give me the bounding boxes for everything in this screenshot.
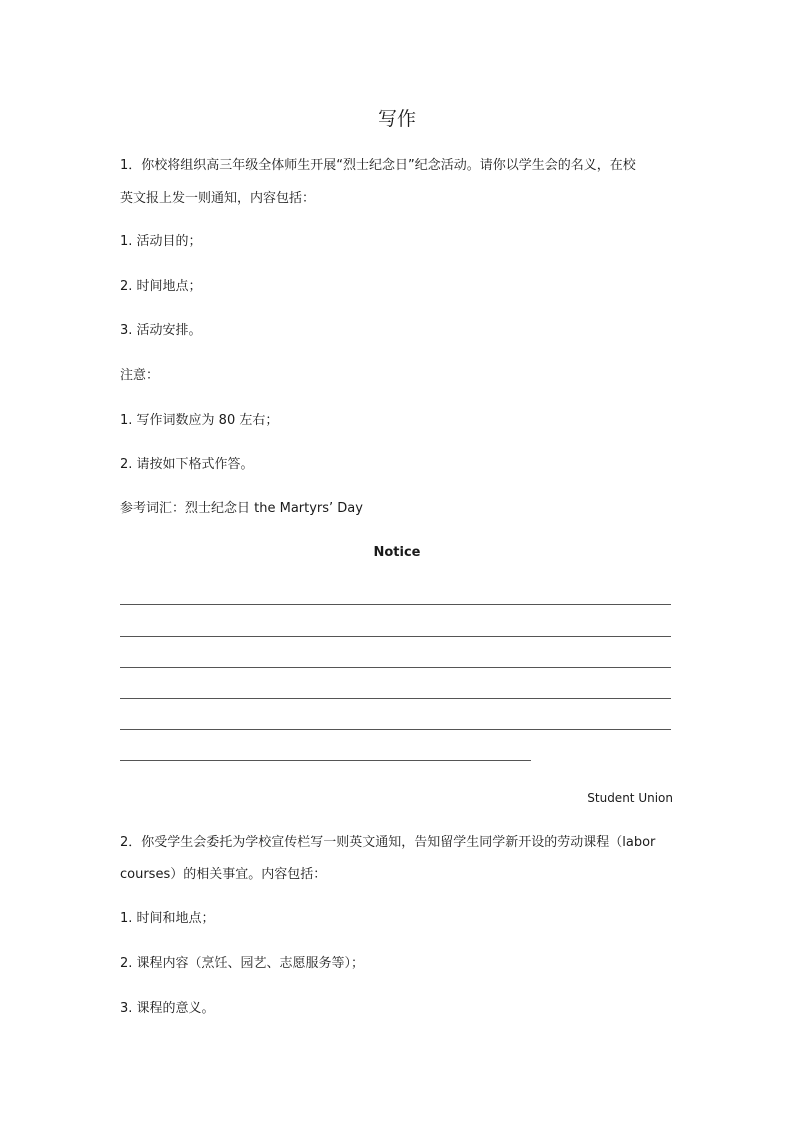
q1-notes-heading: 注意： bbox=[120, 368, 160, 383]
answer-line-2 bbox=[120, 636, 671, 637]
signature: Student Union bbox=[587, 791, 673, 805]
notice-heading: Notice bbox=[373, 545, 421, 560]
page-title: 写作 bbox=[377, 108, 416, 130]
q1-item-3: 3. 活动安排。 bbox=[120, 323, 202, 338]
q1-item-2: 2. 时间地点； bbox=[120, 279, 202, 294]
q1-item-1: 1. 活动目的； bbox=[120, 234, 202, 249]
answer-line-3 bbox=[120, 667, 671, 668]
q1-note-1: 1. 写作词数应为 80 左右； bbox=[120, 413, 279, 428]
q2-prompt-line2: courses）的相关事宜。内容包括： bbox=[120, 867, 327, 882]
q2-item-2: 2. 课程内容（烹饪、园艺、志愿服务等）； bbox=[120, 956, 365, 971]
answer-line-1 bbox=[120, 604, 671, 605]
q1-prompt-line1: 1．你校将组织高三年级全体师生开展“烈士纪念日”纪念活动。请你以学生会的名义，在校 bbox=[120, 158, 636, 173]
q2-prompt-line1: 2．你受学生会委托为学校宣传栏写一则英文通知，告知留学生同学新开设的劳动课程（labor bbox=[120, 835, 656, 850]
answer-line-5 bbox=[120, 729, 671, 730]
q1-prompt-line2: 英文报上发一则通知，内容包括： bbox=[120, 191, 316, 206]
q2-item-1: 1. 时间和地点； bbox=[120, 911, 215, 926]
q2-item-3: 3. 课程的意义。 bbox=[120, 1001, 215, 1016]
q1-vocab: 参考词汇：烈士纪念日 the Martyrs’ Day bbox=[120, 501, 363, 516]
answer-line-4 bbox=[120, 698, 671, 699]
answer-line-6 bbox=[120, 760, 531, 761]
q1-note-2: 2. 请按如下格式作答。 bbox=[120, 457, 254, 472]
